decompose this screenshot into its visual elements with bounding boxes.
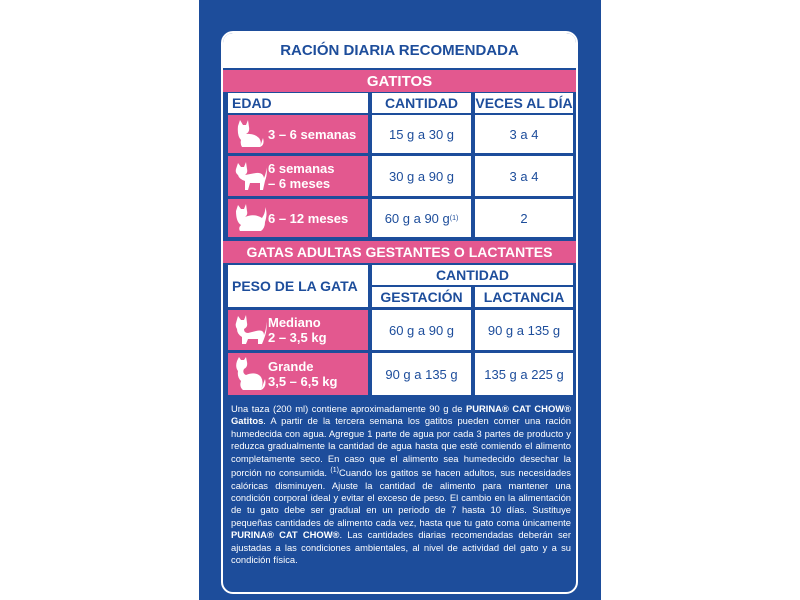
weight-header: PESO DE LA GATA	[228, 265, 368, 307]
feeding-guide-card	[221, 31, 578, 594]
footnote-marker: (1)	[449, 214, 459, 222]
kitten-quantity-cell: 60 g a 90 g (1)	[372, 199, 471, 237]
lactation-cell: 135 g a 225 g	[475, 353, 573, 395]
lactation-header: LACTANCIA	[475, 287, 573, 307]
age-header: EDAD	[228, 93, 368, 113]
kitten-times-cell: 3 a 4	[475, 156, 573, 196]
quantity-header: CANTIDAD	[372, 93, 471, 113]
kitten-age-cell: 6 – 12 meses	[228, 199, 368, 237]
guide-title: RACIÓN DIARIA RECOMENDADA	[223, 33, 576, 68]
adults-section-title: GATAS ADULTAS GESTANTES O LACTANTES	[223, 241, 576, 263]
brand-name: PURINA® CAT CHOW®	[231, 529, 340, 541]
gestation-cell: 60 g a 90 g	[372, 310, 471, 350]
kittens-section-title: GATITOS	[223, 70, 576, 92]
gestation-cell: 90 g a 135 g	[372, 353, 471, 395]
brand-name: PURINA® CAT CHOW®	[465, 403, 572, 414]
kitten-age-cell: 3 – 6 semanas	[228, 115, 368, 153]
walking-cat-icon	[234, 161, 268, 191]
kitten-age-cell: 6 semanas – 6 meses	[228, 156, 368, 196]
feeding-instructions: Una taza (200 ml) contiene aproximadamente 90 g de PURINA® CAT CHOW® Gatitos. A partir de la tercera semana los gatitos pueden comer una ración humedecida con agua. Agregue 1 parte de agua por cada 3 partes de producto y reduzca gradualmente la cantidad de agua hasta que esté comiendo el alimento completamente seco. En caso que el alimento sea humedecido desechar la porción no consumida. $^{(1)}$Cuando los gatitos se hacen adultos, sus necesidades calóricas disminuyen. Ajuste la cantidad de alimento para mantener una condición corporal ideal y evitar el exceso de peso. El cambio en la alimentación de tu gato debe ser gradual en un periodo de 7 hasta 10 días. Sustituye pequeñas cantidades de alimento cada vez, hasta que tu gato coma únicamente PURINA® CAT CHOW®. Las cantidades diarias recomendadas deberán ser ajustadas a las condiciones ambientales, al nivel de actividad del gato y a su condición física.	[231, 403, 572, 565]
kitten-quantity-cell: 30 g a 90 g	[372, 156, 471, 196]
kitten-quantity-cell: 15 g a 30 g	[372, 115, 471, 153]
gestation-header: GESTACIÓN	[372, 287, 471, 307]
times-header: VECES AL DÍA	[475, 95, 573, 111]
pregnant-cat-icon	[234, 357, 268, 391]
kitten-times-cell: 3 a 4	[475, 115, 573, 153]
product-name: Gatitos	[231, 415, 264, 427]
adult-quantity-header: CANTIDAD	[372, 265, 573, 285]
crouching-cat-icon	[234, 204, 268, 232]
adult-weight-cell: Grande 3,5 – 6,5 kg	[228, 353, 368, 395]
lactation-cell: 90 g a 135 g	[475, 310, 573, 350]
adult-weight-cell: Mediano 2 – 3,5 kg	[228, 310, 368, 350]
sitting-cat-icon	[234, 120, 266, 148]
kitten-times-cell: 2	[475, 199, 573, 237]
footnote-marker: (1)	[330, 467, 339, 475]
adult-cat-icon	[234, 315, 268, 345]
